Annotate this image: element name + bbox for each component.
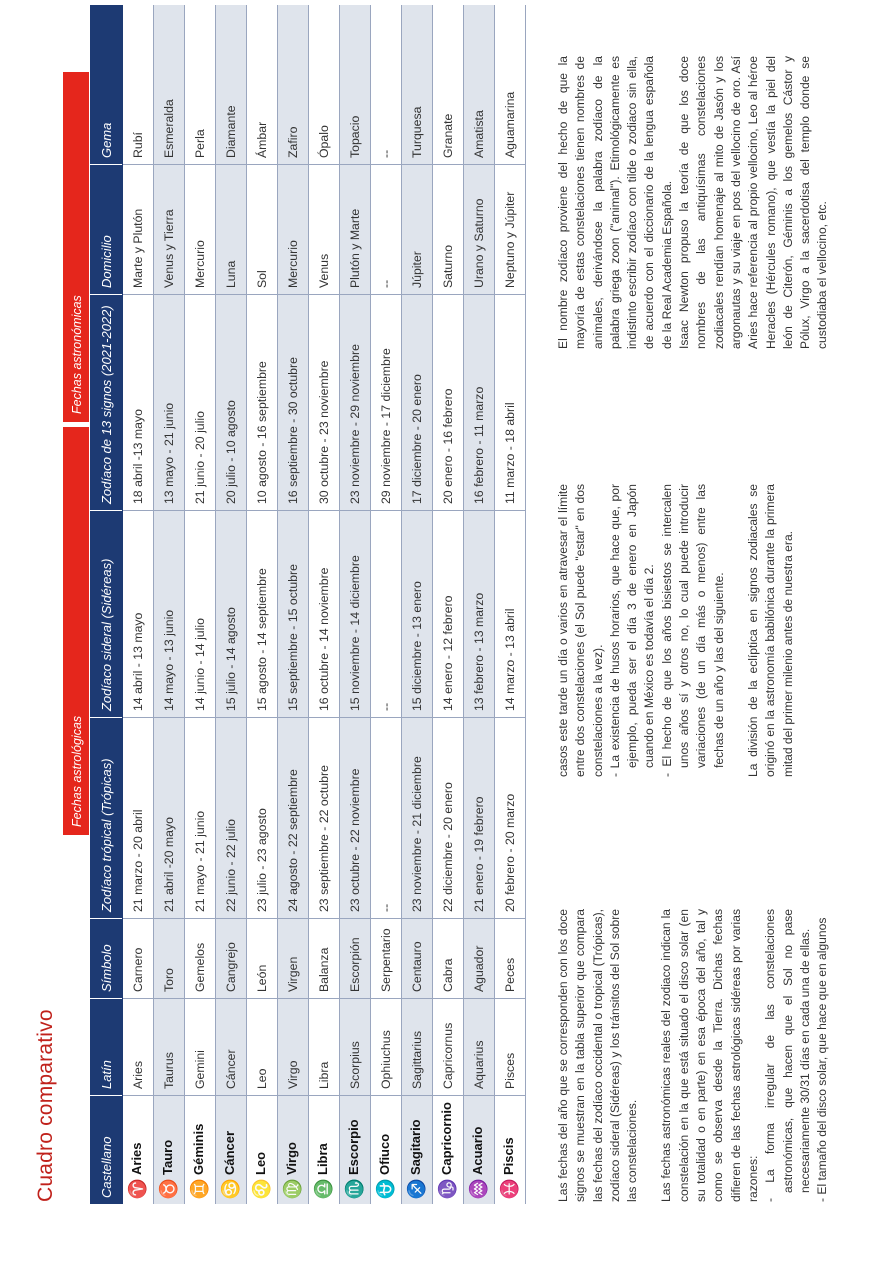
header-domicilio: Domicilio [90, 165, 123, 295]
cell-gema: Turquesa [402, 5, 433, 165]
sign-cell [278, 1096, 309, 1204]
table-row [247, 5, 278, 1204]
table-row [185, 5, 216, 1204]
text-columns [555, 12, 875, 1202]
header-latin: Latín [90, 999, 123, 1096]
cell-sideral: 15 agosto - 14 septiembre [247, 511, 278, 718]
sign-cell [123, 1096, 154, 1204]
cell-trece: 10 agosto - 16 septiembre [247, 295, 278, 511]
header-tropical: Zodíaco trópical (Trópicas) [90, 718, 123, 919]
cell-domicilio: Plutón y Marte [340, 165, 371, 295]
cell-trece: 18 abril -13 mayo [123, 295, 154, 511]
table-row [433, 5, 464, 1204]
cell-domicilio: Luna [216, 165, 247, 295]
cell-tropical: 23 octubre - 22 noviembre [340, 718, 371, 919]
cell-latin: Libra [309, 999, 340, 1096]
zodiac-sign-icon: ♍ [283, 1178, 302, 1200]
table-row [123, 5, 154, 1204]
list-item: - La forma irregular de las constelaciones astronómicas, que hacen que el Sol no pase necesariamente 30/31 días en cada una de ellas. [763, 909, 812, 1202]
sign-name: Cáncer [222, 1130, 237, 1175]
cell-sideral: 15 diciembre - 13 enero [402, 511, 433, 718]
cell-latin: Virgo [278, 999, 309, 1096]
paragraph: Las fechas astronómicas reales del zodiaco indican la constelación en la que está situado el disco solar (en su totalidad o en parte) en esa época del año, tal y como se observa desde la Tierra. Dichas fechas difieren de las fechas astrológicas sidéreas por varias razones: [659, 909, 760, 1202]
sign-name: Sagitario [408, 1119, 423, 1175]
table-row [371, 5, 402, 1204]
sign-name: Escorpio [346, 1119, 361, 1175]
sign-name: Piscis [501, 1137, 516, 1175]
cell-sideral: 14 enero - 12 febrero [433, 511, 464, 718]
cell-gema: Zafiro [278, 5, 309, 165]
sign-cell [495, 1096, 526, 1204]
cell-tropical: 21 enero - 19 febrero [464, 718, 495, 919]
paragraph: El nombre zodíaco proviene del hecho de que la mayoría de estas constelaciones tienen nombres de animales, derivándose la palabra zodíaco de la palabra griega zoon ("animal"). Etimológicamente es indistinto escribir zodíaco con tilde o zodiaco sin ella, de acuerdo con el diccionario de la lengua española de la Real Academia Española. [556, 56, 674, 349]
cell-trece: 23 noviembre - 29 noviembre [340, 295, 371, 511]
cell-tropical: 22 diciembre - 20 enero [433, 718, 464, 919]
sign-cell [402, 1096, 433, 1204]
header-sideral: Zodíaco sideral (Sidéreas) [90, 511, 123, 718]
sign-name: Leo [253, 1151, 268, 1175]
sign-name: Virgo [284, 1142, 299, 1175]
zodiac-sign-icon: ♈ [128, 1178, 147, 1200]
page-title: Cuadro comparativo [34, 1009, 57, 1202]
cell-gema: Aguamarina [495, 5, 526, 165]
cell-domicilio: Sol [247, 165, 278, 295]
cell-tropical: 22 junio - 22 julio [216, 718, 247, 919]
table-row [464, 5, 495, 1204]
cell-latin: Pisces [495, 999, 526, 1096]
cell-simbolo: Balanza [309, 919, 340, 999]
cell-latin: Aries [123, 999, 154, 1096]
cell-simbolo: Virgen [278, 919, 309, 999]
sign-cell [185, 1096, 216, 1204]
cell-domicilio: Venus [309, 165, 340, 295]
cell-tropical: 24 agosto - 22 septiembre [278, 718, 309, 919]
cell-simbolo: Escorpión [340, 919, 371, 999]
zodiac-sign-icon: ♐ [407, 1178, 426, 1200]
cell-gema: Ámbar [247, 5, 278, 165]
cell-trece: 20 enero - 16 febrero [433, 295, 464, 511]
header-trece-signos: Zodíaco de 13 signos (2021-2022) [90, 295, 123, 511]
cell-trece: 20 julio - 10 agosto [216, 295, 247, 511]
sign-cell [340, 1096, 371, 1204]
cell-tropical: -- [371, 718, 402, 919]
zodiac-sign-icon: ♑ [438, 1178, 457, 1200]
table-row [154, 5, 185, 1204]
cell-gema: Rubí [123, 5, 154, 165]
cell-latin: Capricornus [433, 999, 464, 1096]
paragraph: Isaac Newton propuso la teoría de que los doce nombres de las antiquísimas constelaciones zodiacales rendían homenaje al mito de Jasón y los argonautas y su viaje en pos del vellocino de oro. Así Aries hace referencia al propio vellocino, Leo al héroe Heracles (Hércules romano), que vestía la piel del león de Citerón, Géminis a los gemelos Cástor y Pólux, Virgo a la sacerdotisa del templo donde se custodiaba el vellocino, etc. [677, 56, 830, 349]
zodiac-sign-icon: ♏ [345, 1178, 364, 1200]
cell-sideral: 15 septiembre - 15 octubre [278, 511, 309, 718]
cell-domicilio: Urano y Saturno [464, 165, 495, 295]
cell-trece: 17 diciembre - 20 enero [402, 295, 433, 511]
cell-domicilio: -- [371, 165, 402, 295]
cell-latin: Gemini [185, 999, 216, 1096]
cell-simbolo: Serpentario [371, 919, 402, 999]
cell-simbolo: Cangrejo [216, 919, 247, 999]
header-simbolo: Símbolo [90, 919, 123, 999]
cell-simbolo: Carnero [123, 919, 154, 999]
sign-cell [216, 1096, 247, 1204]
cell-simbolo: Toro [154, 919, 185, 999]
cell-simbolo: Cabra [433, 919, 464, 999]
cell-sideral: -- [371, 511, 402, 718]
sign-cell [309, 1096, 340, 1204]
cell-tropical: 23 julio - 23 agosto [247, 718, 278, 919]
list-item: - El hecho de que los años bisiestos se intercalen unos años sí y otros no, lo cual puede introducir variaciones (de un día más o menos) entre las fechas de un año y las del siguiente. [659, 484, 726, 777]
cell-sideral: 15 julio - 14 agosto [216, 511, 247, 718]
table-row [495, 5, 526, 1204]
cell-latin: Scorpius [340, 999, 371, 1096]
zodiac-sign-icon: ♋ [221, 1178, 240, 1200]
header-gema: Gema [90, 5, 123, 165]
cell-domicilio: Marte y Plutón [123, 165, 154, 295]
table-row [216, 5, 247, 1204]
cell-tropical: 23 septiembre - 22 octubre [309, 718, 340, 919]
sign-name: Aries [129, 1142, 144, 1175]
cell-gema: Diamante [216, 5, 247, 165]
sign-name: Tauro [160, 1139, 175, 1175]
cell-sideral: 14 mayo - 13 junio [154, 511, 185, 718]
cell-tropical: 21 mayo - 21 junio [185, 718, 216, 919]
paragraph: casos este tarde un día o varios en atravesar el límite entre dos constelaciones (el Sol puede "estar" en dos constelaciones a la vez). [556, 484, 605, 777]
cell-trece: 30 octubre - 23 noviembre [309, 295, 340, 511]
cell-simbolo: León [247, 919, 278, 999]
cell-gema: Perla [185, 5, 216, 165]
cell-trece: 29 noviembre - 17 diciembre [371, 295, 402, 511]
cell-domicilio: Mercurio [185, 165, 216, 295]
cell-latin: Taurus [154, 999, 185, 1096]
table-row [278, 5, 309, 1204]
cell-sideral: 14 marzo - 13 abril [495, 511, 526, 718]
header-castellano: Castellano [90, 1096, 123, 1204]
sign-cell [247, 1096, 278, 1204]
cell-latin: Cáncer [216, 999, 247, 1096]
group-header-astrologicas: Fechas astrológicas [63, 427, 89, 835]
cell-gema: Esmeralda [154, 5, 185, 165]
cell-domicilio: Neptuno y Júpiter [495, 165, 526, 295]
zodiac-sign-icon: ⛎ [376, 1178, 395, 1200]
sign-name: Libra [315, 1143, 330, 1175]
cell-tropical: 20 febrero - 20 marzo [495, 718, 526, 919]
paragraph: Las fechas del año que se corresponden con los doce signos se muestran en la tabla superior que compara las fechas del zodíaco occidental o tropical (Trópicas), zodíaco sideral (Sidéreas) y los tránsitos del Sol sobre las constelaciones. [556, 909, 640, 1202]
cell-gema: Ópalo [309, 5, 340, 165]
cell-trece: 11 marzo - 18 abril [495, 295, 526, 511]
cell-tropical: 21 abril -20 mayo [154, 718, 185, 919]
cell-gema: Granate [433, 5, 464, 165]
cell-sideral: 15 noviembre - 14 diciembre [340, 511, 371, 718]
cell-gema: Amatista [464, 5, 495, 165]
zodiac-sign-icon: ♎ [314, 1178, 333, 1200]
cell-simbolo: Peces [495, 919, 526, 999]
cell-gema: -- [371, 5, 402, 165]
zodiac-sign-icon: ♉ [159, 1178, 178, 1200]
text-column-3 [555, 56, 832, 349]
cell-latin: Sagittarius [402, 999, 433, 1096]
sign-name: Géminis [191, 1123, 206, 1175]
cell-trece: 13 mayo - 21 junio [154, 295, 185, 511]
comparison-table [90, 5, 526, 1204]
zodiac-sign-icon: ♒ [469, 1178, 488, 1200]
cell-latin: Ophiuchus [371, 999, 402, 1096]
cell-tropical: 23 noviembre - 21 diciembre [402, 718, 433, 919]
cell-tropical: 21 marzo - 20 abril [123, 718, 154, 919]
list-item: - La existencia de husos horarios, que hace que, por ejemplo, pueda ser el día 3 de enero en Japón cuando en México es todavía el día 2. [607, 484, 657, 777]
text-column-2 [555, 484, 797, 777]
cell-domicilio: Mercurio [278, 165, 309, 295]
sign-cell [154, 1096, 185, 1204]
cell-sideral: 16 octubre - 14 noviembre [309, 511, 340, 718]
cell-trece: 21 junio - 20 julio [185, 295, 216, 511]
text-column-1 [555, 909, 831, 1202]
table-row [402, 5, 433, 1204]
sign-name: Capricornio [439, 1102, 454, 1175]
table-row [340, 5, 371, 1204]
sign-name: Acuario [470, 1126, 485, 1175]
cell-trece: 16 febrero - 11 marzo [464, 295, 495, 511]
cell-latin: Aquarius [464, 999, 495, 1096]
sign-cell [464, 1096, 495, 1204]
cell-simbolo: Aguador [464, 919, 495, 999]
zodiac-sign-icon: ♓ [500, 1178, 519, 1200]
group-header-astronomicas: Fechas astronómicas [63, 72, 89, 422]
cell-trece: 16 septiembre - 30 octubre [278, 295, 309, 511]
cell-simbolo: Centauro [402, 919, 433, 999]
cell-sideral: 14 junio - 14 julio [185, 511, 216, 718]
cell-gema: Topacio [340, 5, 371, 165]
cell-simbolo: Gemelos [185, 919, 216, 999]
paragraph: La división de la eclíptica en signos zodiacales se originó en la astronomía babilónica durante la primera mitad del primer milenio antes de nuestra era. [745, 484, 795, 777]
sign-name: Ofiuco [377, 1133, 392, 1175]
zodiac-sign-icon: ♊ [190, 1178, 209, 1200]
table-row [309, 5, 340, 1204]
cell-latin: Leo [247, 999, 278, 1096]
list-item: - El tamaño del disco solar, que hace que en algunos [815, 917, 830, 1202]
zodiac-sign-icon: ♌ [252, 1178, 271, 1200]
cell-sideral: 13 febrero - 13 marzo [464, 511, 495, 718]
table-header-row [90, 5, 123, 1204]
cell-sideral: 14 abril - 13 mayo [123, 511, 154, 718]
cell-domicilio: Venus y Tierra [154, 165, 185, 295]
cell-domicilio: Saturno [433, 165, 464, 295]
cell-domicilio: Júpiter [402, 165, 433, 295]
sign-cell [371, 1096, 402, 1204]
sign-cell [433, 1096, 464, 1204]
